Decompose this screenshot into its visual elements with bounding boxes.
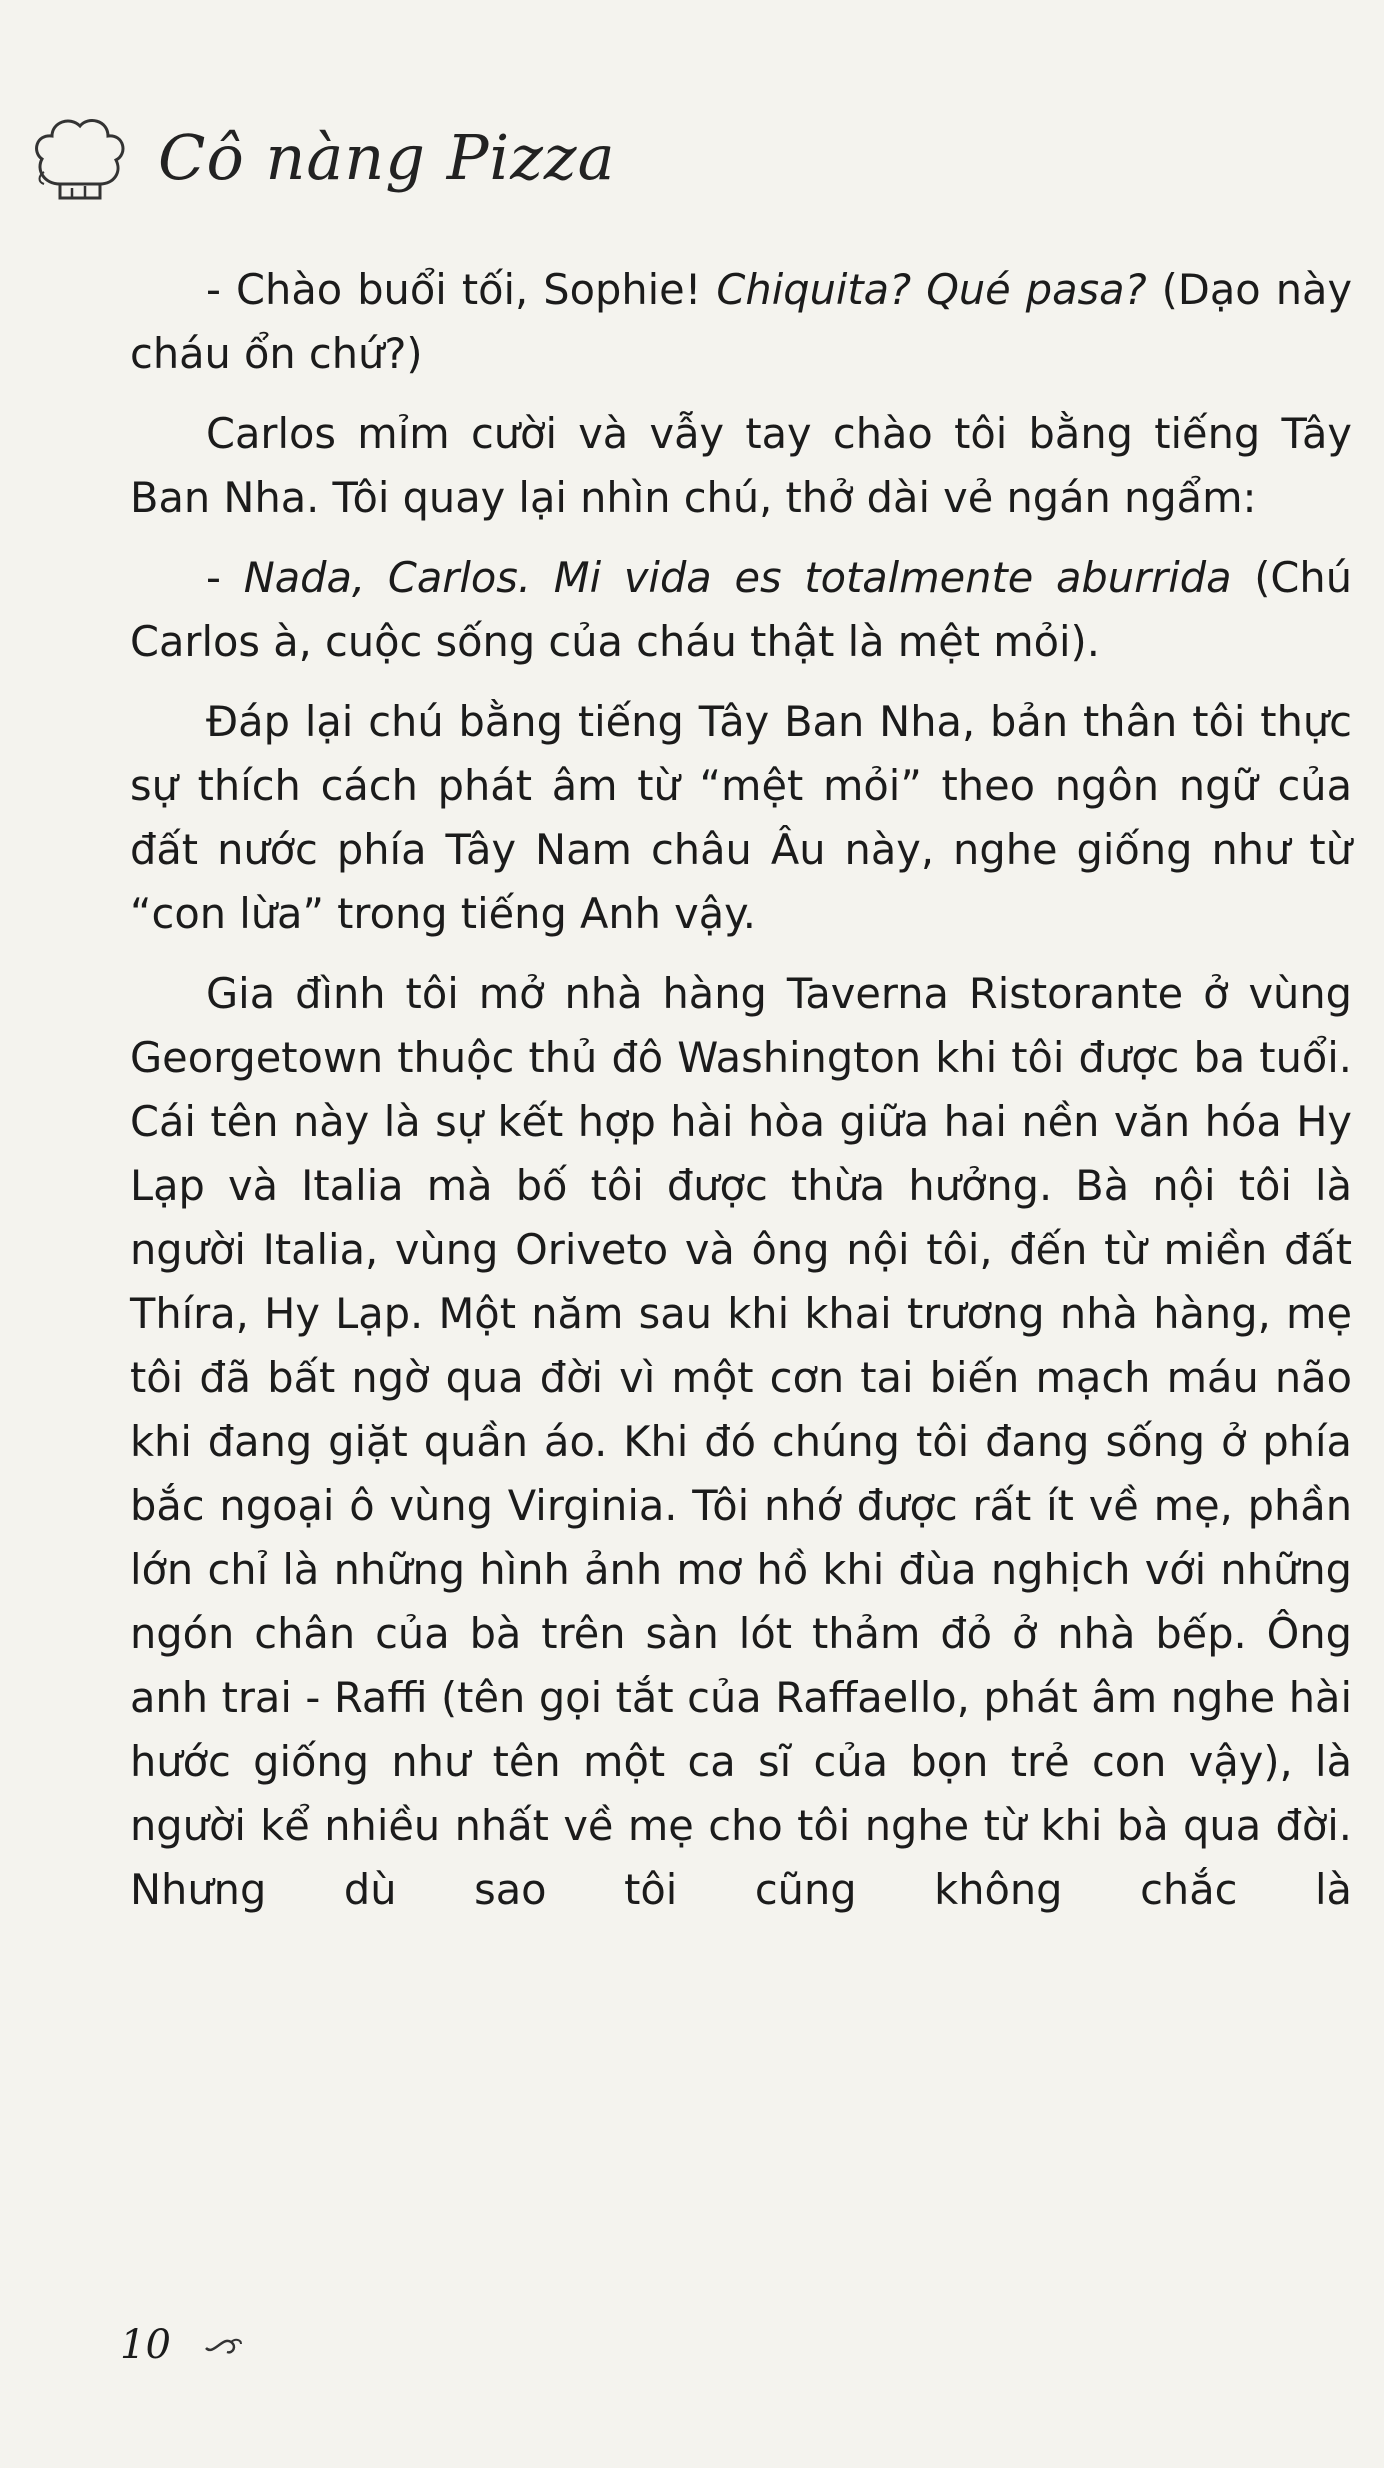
body-text	[130, 258, 1352, 1938]
paragraph: Đáp lại chú bằng tiếng Tây Ban Nha, bản thân tôi thực sự thích cách phát âm từ “mệt mỏi” theo ngôn ngữ của đất nước phía Tây Nam châu Âu này, nghe giống như từ “con lừa” trong tiếng Anh vậy.	[130, 697, 1352, 938]
spanish-text: Nada, Carlos. Mi vida es totalmente aburrida	[243, 553, 1232, 602]
paragraph: Carlos mỉm cười và vẫy tay chào tôi bằng tiếng Tây Ban Nha. Tôi quay lại nhìn chú, thở dài vẻ ngán ngẩm:	[130, 409, 1352, 522]
paragraph	[130, 258, 1352, 386]
page-footer	[120, 2322, 243, 2368]
spanish-text: Chiquita? Qué pasa?	[716, 265, 1147, 314]
swirl-ornament-icon	[203, 2330, 243, 2360]
dialogue-text: -	[206, 553, 244, 602]
chef-hat-icon	[30, 112, 130, 202]
book-title: Cô nàng Pizza	[158, 120, 616, 194]
paragraph: Gia đình tôi mở nhà hàng Taverna Ristorante ở vùng Georgetown thuộc thủ đô Washington khi tôi được ba tuổi. Cái tên này là sự kết hợp hài hòa giữa hai nền văn hóa Hy Lạp và Italia mà bố tôi được thừa hưởng. Bà nội tôi là người Italia, vùng Oriveto và ông nội tôi, đến từ miền đất Thíra, Hy Lạp. Một năm sau khi khai trương nhà hàng, mẹ tôi đã bất ngờ qua đời vì một cơn tai biến mạch máu não khi đang giặt quần áo. Khi đó chúng tôi đang sống ở phía bắc ngoại ô vùng Virginia. Tôi nhớ được rất ít về mẹ, phần lớn chỉ là những hình ảnh mơ hồ khi đùa nghịch với những ngón chân của bà trên sàn lót thảm đỏ ở nhà bếp. Ông anh trai - Raffi (tên gọi tắt của Raffaello, phát âm nghe hài hước giống như tên một ca sĩ của bọn trẻ con vậy), là người kể nhiều nhất về mẹ cho tôi nghe từ khi bà qua đời. Nhưng dù sao tôi cũng không chắc là	[130, 969, 1352, 1914]
translation-text: (Dạo này cháu ổn chứ?)	[130, 265, 1353, 378]
running-header	[30, 112, 616, 202]
paragraph	[130, 546, 1352, 674]
page-number: 10	[120, 2322, 171, 2368]
dialogue-text: - Chào buổi tối, Sophie!	[206, 265, 717, 314]
translation-text: (Chú Carlos à, cuộc sống của cháu thật là mệt mỏi).	[130, 553, 1352, 666]
